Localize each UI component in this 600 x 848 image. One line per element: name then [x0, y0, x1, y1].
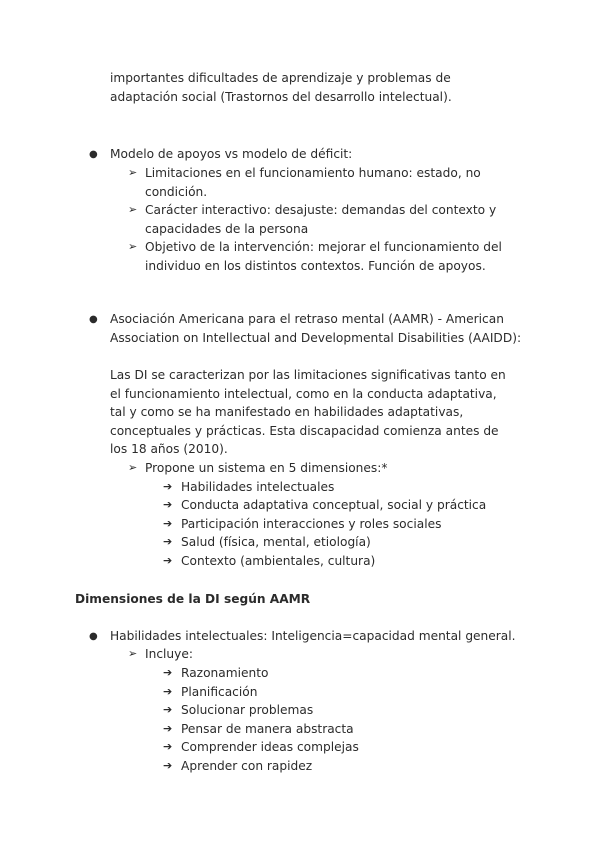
habilidad-item: Aprender con rapidez [181, 759, 313, 773]
aamr-title-line: Asociación Americana para el retraso mental (AAMR) - American [110, 312, 504, 326]
modelo-item-line: Objetivo de la intervención: mejorar el funcionamiento del [145, 240, 502, 254]
arrow-right-icon: ➔ [163, 535, 173, 548]
aamr-paragraph [110, 366, 506, 459]
dimension-item: Salud (física, mental, etiología) [181, 535, 371, 549]
intro-paragraph [110, 69, 452, 106]
aamr-paragraph-line: tal y como se ha manifestado en habilidades adaptativas, [110, 405, 464, 419]
bullet-icon: ● [89, 314, 98, 325]
modelo-item-line: individuo en los distintos contextos. Función de apoyos. [145, 258, 486, 273]
habilidades-incluye: Incluye: [145, 647, 193, 661]
aamr-paragraph-line: Las DI se caracterizan por las limitaciones significativas tanto en [110, 368, 506, 382]
modelo-item [145, 164, 481, 201]
aamr-paragraph-line: conceptuales y prácticas. Esta discapacidad comienza antes de [110, 423, 499, 438]
arrow-right-icon: ➔ [163, 685, 173, 698]
modelo-item-line: capacidades de la persona [145, 221, 309, 236]
arrow-right-icon: ➔ [163, 703, 173, 716]
aamr-paragraph-line: el funcionamiento intelectual, como en la conducta adaptativa, [110, 386, 497, 401]
arrow-right-icon: ➔ [163, 498, 173, 511]
arrow-icon: ➢ [128, 647, 138, 660]
intro-line: adaptación social (Trastornos del desarrollo intelectual). [110, 89, 452, 104]
bullet-icon: ● [89, 149, 98, 160]
arrow-icon: ➢ [128, 166, 138, 179]
dimension-item: Habilidades intelectuales [181, 480, 335, 494]
aamr-title-line: Association on Intellectual and Developmental Disabilities (AAIDD): [110, 330, 522, 345]
arrow-right-icon: ➔ [163, 666, 173, 679]
section-heading: Dimensiones de la DI según AAMR [75, 592, 311, 606]
dimension-item: Contexto (ambientales, cultura) [181, 554, 376, 568]
habilidad-item: Pensar de manera abstracta [181, 722, 354, 736]
arrow-right-icon: ➔ [163, 759, 173, 772]
modelo-item [145, 201, 496, 238]
habilidades-title: Habilidades intelectuales: Inteligencia=capacidad mental general. [110, 629, 516, 643]
aamr-paragraph-line: los 18 años (2010). [110, 442, 228, 456]
modelo-title: Modelo de apoyos vs modelo de déficit: [110, 147, 353, 161]
intro-line: importantes dificultades de aprendizaje y problemas de [110, 71, 451, 85]
arrow-icon: ➢ [128, 240, 138, 253]
arrow-right-icon: ➔ [163, 480, 173, 493]
arrow-icon: ➢ [128, 203, 138, 216]
habilidad-item: Razonamiento [181, 666, 269, 680]
dimension-item: Participación interacciones y roles sociales [181, 517, 442, 531]
arrow-right-icon: ➔ [163, 517, 173, 530]
aamr-title [110, 310, 521, 347]
modelo-item [145, 238, 502, 275]
arrow-right-icon: ➔ [163, 554, 173, 567]
dimension-item: Conducta adaptativa conceptual, social y práctica [181, 498, 487, 512]
arrow-right-icon: ➔ [163, 722, 173, 735]
arrow-icon: ➢ [128, 461, 138, 474]
bullet-icon: ● [89, 631, 98, 642]
modelo-item-line: Carácter interactivo: desajuste: demandas del contexto y [145, 203, 497, 217]
modelo-item-line: condición. [145, 184, 208, 199]
arrow-right-icon: ➔ [163, 740, 173, 753]
habilidad-item: Planificación [181, 685, 258, 699]
habilidad-item: Comprender ideas complejas [181, 740, 359, 754]
aamr-propone: Propone un sistema en 5 dimensiones:* [145, 461, 388, 475]
modelo-item-line: Limitaciones en el funcionamiento humano: estado, no [145, 166, 481, 180]
habilidad-item: Solucionar problemas [181, 703, 314, 717]
